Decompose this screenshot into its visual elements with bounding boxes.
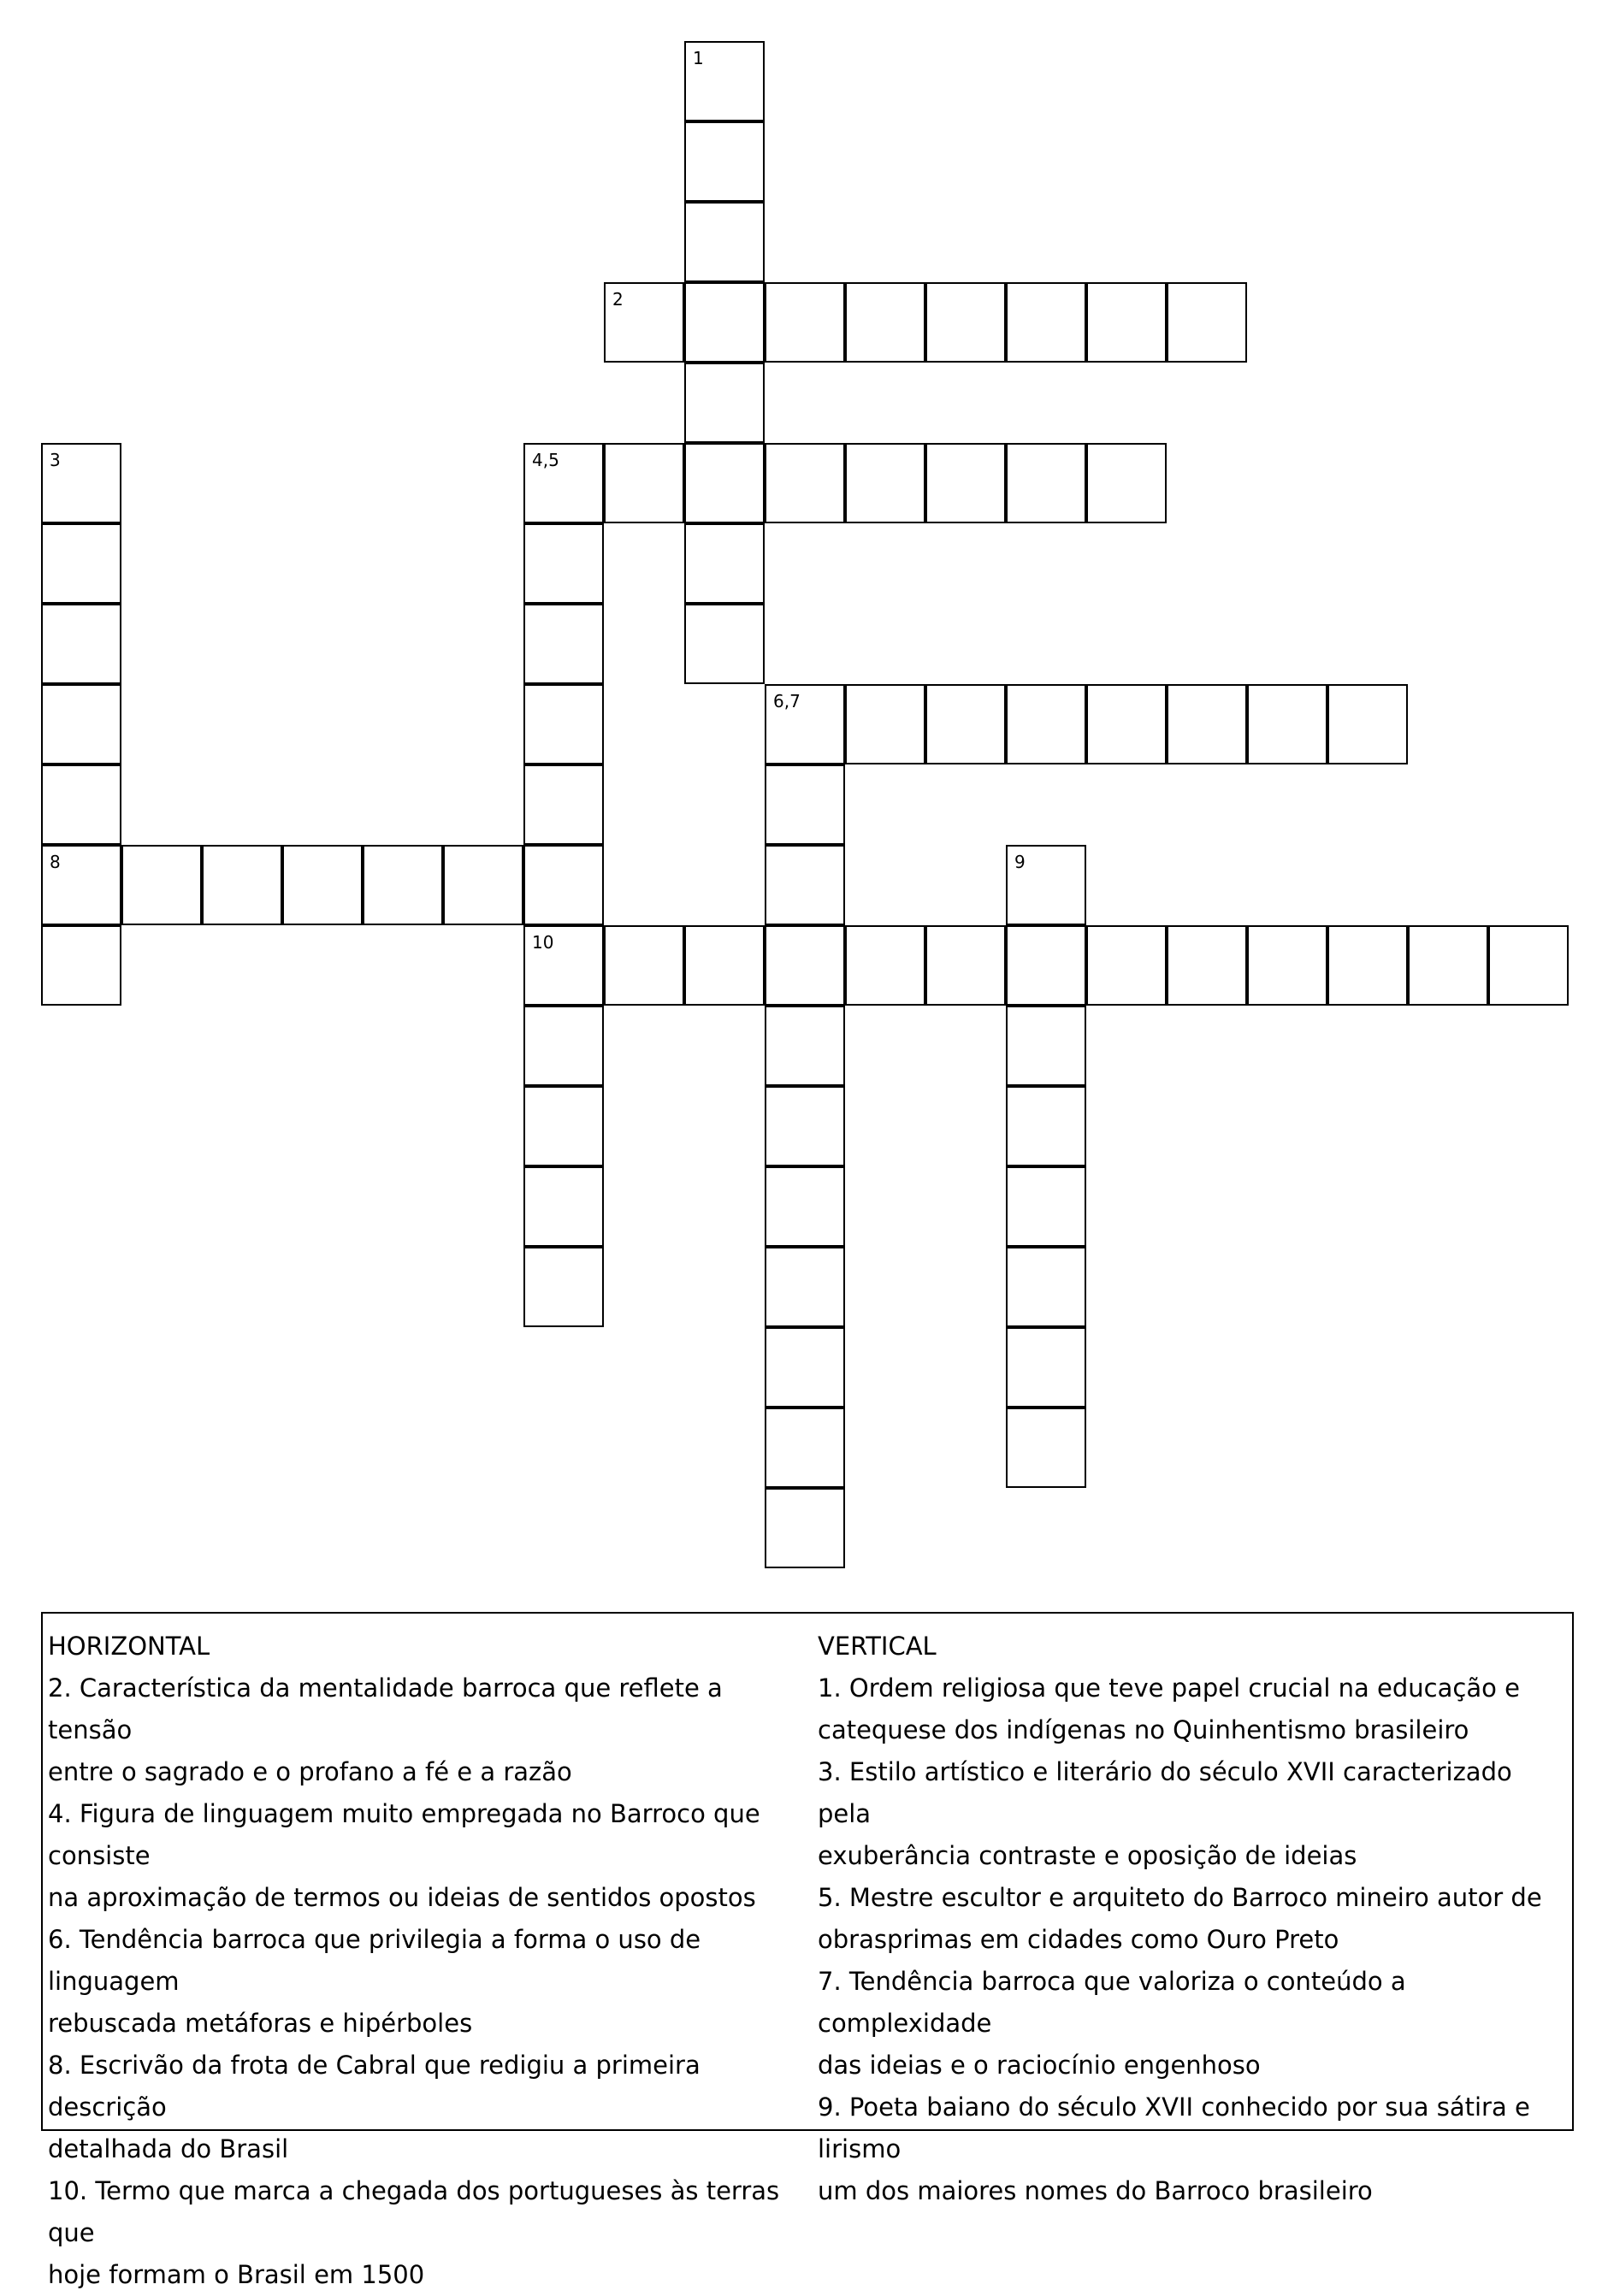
grid-cell[interactable] <box>1247 684 1327 764</box>
grid-cell[interactable] <box>282 845 363 925</box>
grid-cell[interactable] <box>523 523 604 604</box>
grid-cell[interactable] <box>604 925 684 1006</box>
grid-cell[interactable] <box>684 282 765 363</box>
grid-cell[interactable] <box>1086 925 1167 1006</box>
grid-cell[interactable] <box>684 41 765 121</box>
grid-cell[interactable] <box>1086 443 1167 523</box>
grid-cell[interactable] <box>604 443 684 523</box>
grid-cell[interactable] <box>41 764 121 845</box>
grid-cell[interactable] <box>1408 925 1488 1006</box>
clue-line: detalhada do Brasil <box>48 2134 289 2163</box>
clue-line: 7. Tendência barroca que valoriza o conteúdo a complexidade <box>818 1967 1406 2038</box>
grid-cell[interactable] <box>1006 684 1086 764</box>
grid-cell[interactable] <box>765 1086 845 1166</box>
clue-number: 3 <box>50 450 61 470</box>
grid-cell[interactable] <box>363 845 443 925</box>
grid-cell[interactable] <box>765 1488 845 1568</box>
clue-line: 6. Tendência barroca que privilegia a forma o uso de linguagem <box>48 1925 701 1996</box>
grid-cell[interactable] <box>765 1247 845 1327</box>
vertical-clues <box>818 1626 1570 2212</box>
grid-cell[interactable] <box>1327 684 1408 764</box>
grid-cell[interactable] <box>765 1166 845 1247</box>
grid-cell[interactable] <box>684 121 765 202</box>
grid-cell[interactable] <box>121 845 202 925</box>
clue-number: 1 <box>693 48 704 68</box>
grid-cell[interactable] <box>523 1166 604 1247</box>
grid-cell[interactable] <box>523 443 604 523</box>
clue-line: catequese dos indígenas no Quinhentismo brasileiro <box>818 1715 1469 1744</box>
grid-cell[interactable] <box>1327 925 1408 1006</box>
horizontal-clues <box>48 1626 813 2296</box>
grid-cell[interactable] <box>684 523 765 604</box>
grid-cell[interactable] <box>1167 282 1247 363</box>
grid-cell[interactable] <box>1086 282 1167 363</box>
grid-cell[interactable] <box>765 925 845 1006</box>
grid-cell[interactable] <box>845 684 925 764</box>
grid-cell[interactable] <box>41 604 121 684</box>
clue-line: 10. Termo que marca a chegada dos portugueses às terras que <box>48 2176 780 2247</box>
grid-cell[interactable] <box>1167 684 1247 764</box>
grid-cell[interactable] <box>604 282 684 363</box>
grid-cell[interactable] <box>202 845 282 925</box>
grid-cell[interactable] <box>925 282 1006 363</box>
grid-cell[interactable] <box>765 684 845 764</box>
horizontal-heading: HORIZONTAL <box>48 1632 210 1661</box>
clue-line: rebuscada metáforas e hipérboles <box>48 2009 473 2038</box>
clue-line: obrasprimas em cidades como Ouro Preto <box>818 1925 1339 1954</box>
grid-cell[interactable] <box>1006 1006 1086 1086</box>
clue-line: entre o sagrado e o profano a fé e a razão <box>48 1757 572 1786</box>
clue-line: 9. Poeta baiano do século XVII conhecido por sua sátira e lirismo <box>818 2092 1530 2163</box>
grid-cell[interactable] <box>1086 684 1167 764</box>
clue-number: 6,7 <box>773 691 801 711</box>
grid-cell[interactable] <box>765 282 845 363</box>
grid-cell[interactable] <box>1006 1327 1086 1408</box>
grid-cell[interactable] <box>523 925 604 1006</box>
grid-cell[interactable] <box>925 684 1006 764</box>
clue-line: um dos maiores nomes do Barroco brasileiro <box>818 2176 1373 2205</box>
grid-cell[interactable] <box>523 1086 604 1166</box>
grid-cell[interactable] <box>925 443 1006 523</box>
grid-cell[interactable] <box>523 1247 604 1327</box>
grid-cell[interactable] <box>845 443 925 523</box>
grid-cell[interactable] <box>1006 845 1086 925</box>
grid-cell[interactable] <box>523 845 604 925</box>
grid-cell[interactable] <box>684 443 765 523</box>
grid-cell[interactable] <box>845 282 925 363</box>
grid-cell[interactable] <box>765 1006 845 1086</box>
grid-cell[interactable] <box>523 1006 604 1086</box>
grid-cell[interactable] <box>1006 1408 1086 1488</box>
clue-line: 2. Característica da mentalidade barroca que reflete a tensão <box>48 1673 723 1744</box>
vertical-heading: VERTICAL <box>818 1632 937 1661</box>
clue-line: na aproximação de termos ou ideias de sentidos opostos <box>48 1883 756 1912</box>
grid-cell[interactable] <box>1488 925 1569 1006</box>
grid-cell[interactable] <box>41 684 121 764</box>
clue-line: 5. Mestre escultor e arquiteto do Barroco mineiro autor de <box>818 1883 1542 1912</box>
clue-line: das ideias e o raciocínio engenhoso <box>818 2051 1261 2080</box>
grid-cell[interactable] <box>523 604 604 684</box>
grid-cell[interactable] <box>443 845 523 925</box>
grid-cell[interactable] <box>1006 1086 1086 1166</box>
grid-cell[interactable] <box>765 845 845 925</box>
clue-line: 4. Figura de linguagem muito empregada no Barroco que consiste <box>48 1799 760 1870</box>
clue-box <box>41 1612 1574 2289</box>
grid-cell[interactable] <box>41 845 121 925</box>
clue-line: exuberância contraste e oposição de ideias <box>818 1841 1357 1870</box>
grid-cell[interactable] <box>1006 1247 1086 1327</box>
clue-line: 3. Estilo artístico e literário do século XVII caracterizado pela <box>818 1757 1512 1828</box>
grid-cell[interactable] <box>684 202 765 282</box>
grid-cell[interactable] <box>523 764 604 845</box>
grid-cell[interactable] <box>41 925 121 1006</box>
grid-cell[interactable] <box>765 1408 845 1488</box>
grid-cell[interactable] <box>1167 925 1247 1006</box>
grid-cell[interactable] <box>765 764 845 845</box>
clue-line: hoje formam o Brasil em 1500 <box>48 2260 425 2289</box>
grid-cell[interactable] <box>41 523 121 604</box>
grid-cell[interactable] <box>684 604 765 684</box>
clue-line: 8. Escrivão da frota de Cabral que redigiu a primeira descrição <box>48 2051 701 2122</box>
grid-cell[interactable] <box>1006 1166 1086 1247</box>
clue-number: 10 <box>532 932 554 953</box>
clue-number: 8 <box>50 852 61 872</box>
grid-cell[interactable] <box>1006 282 1086 363</box>
grid-cell[interactable] <box>684 363 765 443</box>
clue-number: 4,5 <box>532 450 559 470</box>
grid-cell[interactable] <box>523 684 604 764</box>
grid-cell[interactable] <box>41 443 121 523</box>
grid-cell[interactable] <box>1006 925 1086 1006</box>
grid-cell[interactable] <box>1006 443 1086 523</box>
clue-line: 1. Ordem religiosa que teve papel crucial na educação e <box>818 1673 1520 1703</box>
grid-cell[interactable] <box>1247 925 1327 1006</box>
clue-number: 2 <box>612 289 624 310</box>
grid-cell[interactable] <box>845 925 925 1006</box>
grid-cell[interactable] <box>684 925 765 1006</box>
grid-cell[interactable] <box>765 443 845 523</box>
grid-cell[interactable] <box>765 1327 845 1408</box>
grid-cell[interactable] <box>925 925 1006 1006</box>
clue-number: 9 <box>1014 852 1026 872</box>
